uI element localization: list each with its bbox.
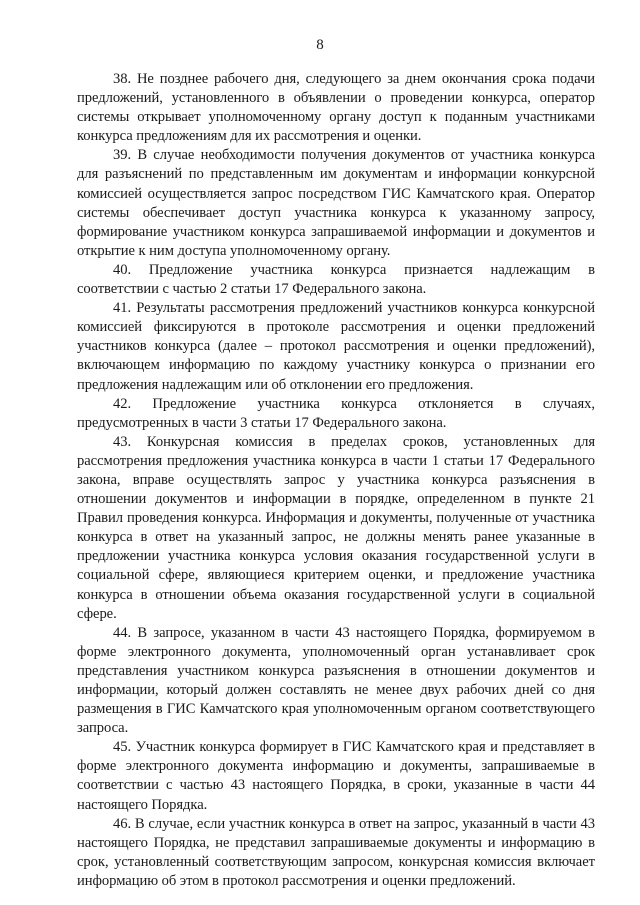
document-body	[77, 70, 595, 891]
paragraph-44: 44. В запросе, указанном в части 43 настоящего Порядка, формируемом в форме электронного документа, уполномоченный орган устанавливает срок представления участником конкурса разъяснения в отношении документов и информации, который должен составлять не менее двух рабочих дней со дня размещения в ГИС Камчатского края уполномоченным органом соответствующего запроса.	[77, 624, 595, 737]
paragraph-46: 46. В случае, если участник конкурса в ответ на запрос, указанный в части 43 настоящего Порядка, не представил запрашиваемые документы и информацию в срок, установленный соответствующим запросом, конкурсная комиссия включает информацию об этом в протокол рассмотрения и оценки предложений.	[77, 815, 595, 889]
paragraph-45: 45. Участник конкурса формирует в ГИС Камчатского края и представляет в форме электронного документа информацию и документы, запрашиваемые в соответствии с частью 43 настоящего Порядка, в сроки, указанные в части 44 настоящего Порядка.	[77, 739, 595, 813]
paragraph-43: 43. Конкурсная комиссия в пределах сроков, установленных для рассмотрения предложения участника конкурса в части 1 статьи 17 Федерального закона, вправе осуществлять запрос у участника конкурса разъяснения в отношении документов и информации в порядке, определенном в пункте 21 Правил проведения конкурса. Информация и документы, полученные от участника конкурса в ответ на указанный запрос, не должны менять ранее указанные в предложении участника конкурса условия оказания государственной услуги в социальной сфере, являющиеся критерием оценки, и предложение участника конкурса в отношении объема оказания государственной услуги в социальной сфере.	[77, 433, 595, 622]
paragraph-40: 40. Предложение участника конкурса признается надлежащим в соответствии с частью 2 статьи 17 Федерального закона.	[77, 261, 595, 298]
paragraph-42: 42. Предложение участника конкурса отклоняется в случаях, предусмотренных в части 3 статьи 17 Федерального закона.	[77, 395, 595, 431]
paragraph-38: 38. Не позднее рабочего дня, следующего за днем окончания срока подачи предложений, установленного в объявлении о проведении конкурса, оператор системы открывает уполномоченному органу доступ к поданным участниками конкурса предложениям для их рассмотрения и оценки.	[77, 71, 595, 145]
paragraph-41: 41. Результаты рассмотрения предложений участников конкурса конкурсной комиссией фиксируются в протоколе рассмотрения и оценки предложений участников конкурса (далее – протокол рассмотрения и оценки предложений), включающем информацию по каждому участнику конкурса о признании его предложения надлежащим или об отклонении его предложения.	[77, 300, 595, 393]
page-number: 8	[316, 37, 324, 53]
paragraph-39: 39. В случае необходимости получения документов от участника конкурса для разъяснений по представленным им документам и информации конкурсной комиссией осуществляется запрос посредством ГИС Камчатского края. Оператор системы обеспечивает доступ участника конкурса к указанному запросу, формирование участником конкурса запрашиваемой информации и документов и открытие к ним доступа уполномоченному органу.	[77, 147, 595, 259]
